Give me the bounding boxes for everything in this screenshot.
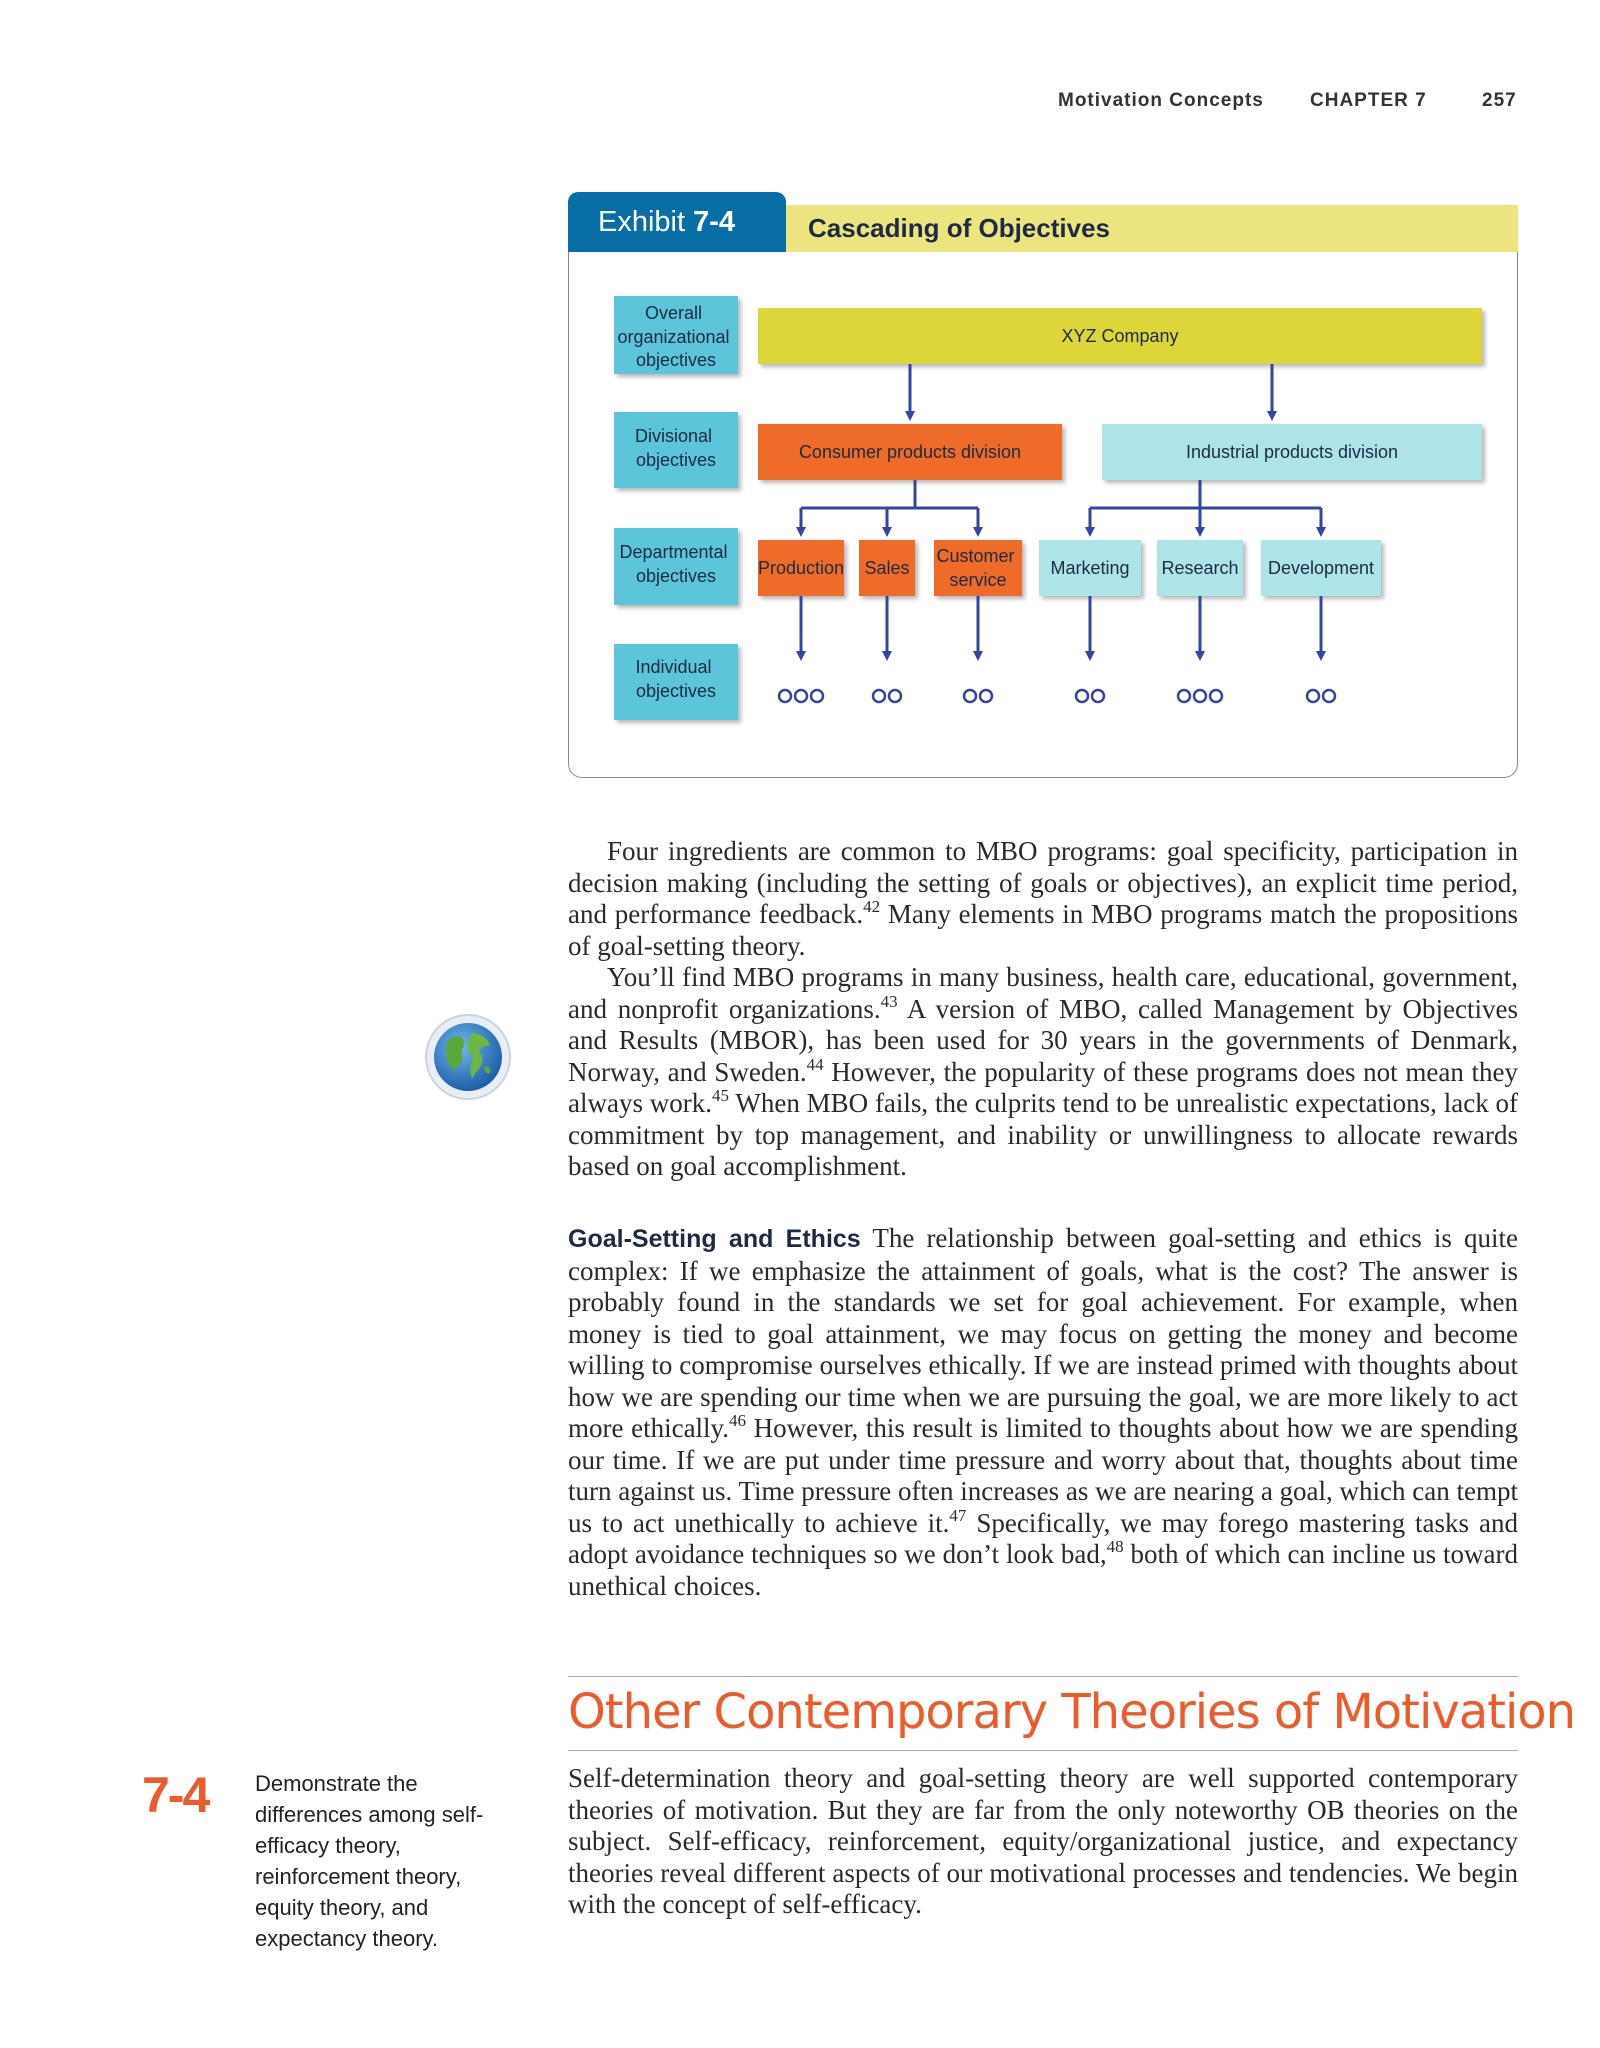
individual-dots [779, 690, 1335, 702]
individual-dot [889, 690, 901, 702]
individual-dot [1323, 690, 1335, 702]
paragraph-mbo-programs: You’ll find MBO programs in many business, health care, educational, government, and nonprofit organizations.$^{43}$ A version of MBO, called Management by Objectives and Results (MBOR), has been used for 30 years in the governments of Denmark, Norway, and Sweden.$^{44}$ However, the popularity of these programs does not mean they always work.$^{45}$ When MBO fails, the culprits tend to be unrealistic expectations, lack of commitment by top management, and inability or unwillingness to allocate rewards based on goal accomplishment. [568, 962, 1518, 1181]
exhibit-tab [568, 192, 786, 252]
section-rule-top [568, 1676, 1518, 1677]
individual-dot [873, 690, 885, 702]
industrial-division-label: Industrial products division [1185, 442, 1399, 462]
dept-label-research: Research [1161, 558, 1239, 578]
paragraph-other-theories: Self-determination theory and goal-setting theory are well supported contemporary theories of motivation. But they are far from the only noteworthy OB theories on the subject. Self-efficacy, reinforcement, equity/organizational justice, and expectancy theories reveal different aspects of our motivational processes and tendencies. We begin with the concept of self-efficacy. [568, 1763, 1518, 1919]
arrows-departments-to-individuals [801, 596, 1321, 656]
level-label-overall: Overall organizational objectives [617, 303, 730, 370]
running-head-chapter: CHAPTER 7 [1310, 90, 1427, 111]
exhibit-diagram [568, 252, 1518, 778]
individual-dot [964, 690, 976, 702]
exhibit-title: Cascading of Objectives [786, 205, 1518, 252]
individual-dot [980, 690, 992, 702]
individual-dot [1178, 690, 1190, 702]
exhibit-label: Exhibit [598, 206, 686, 238]
dept-label-production: Production [757, 558, 845, 578]
running-head-section: Motivation Concepts [1058, 90, 1264, 111]
learning-objective-number: 7-4 [142, 1767, 209, 1823]
individual-dot [1076, 690, 1088, 702]
dept-label-marketing: Marketing [1050, 558, 1130, 578]
individual-dot [1092, 690, 1104, 702]
globe-icon [424, 1013, 512, 1101]
level-label-individual: Individual objectives [635, 657, 717, 701]
arrows-divisions-to-departments [801, 480, 1321, 532]
individual-dot [779, 690, 791, 702]
dept-label-development: Development [1267, 558, 1375, 578]
company-label: XYZ Company [1061, 326, 1179, 346]
paragraph-mbo-ingredients: Four ingredients are common to MBO programs: goal specificity, participation in decision making (including the setting of goals or objectives), an explicit time period, and performance feedback.$^{42}$ Many elements in MBO programs match the propositions of goal-setting theory. [568, 836, 1518, 961]
individual-dot [795, 690, 807, 702]
page-number: 257 [1482, 90, 1517, 111]
level-label-divisional: Divisional objectives [634, 426, 717, 470]
section-rule-bottom [568, 1750, 1518, 1751]
individual-dot [811, 690, 823, 702]
individual-dot [1307, 690, 1319, 702]
section-heading: Other Contemporary Theories of Motivation [568, 1684, 1576, 1740]
runin-heading: Goal-Setting and Ethics [568, 1225, 861, 1253]
level-label-departmental: Departmental objectives [619, 542, 728, 586]
dept-label-customer-service: Customer service [936, 546, 1015, 590]
arrows-company-to-divisions [910, 364, 1272, 416]
individual-dot [1194, 690, 1206, 702]
exhibit-number: 7-4 [693, 206, 736, 238]
learning-objective-text: Demonstrate the differences among self-efficacy theory, reinforcement theory, equity theory, and expectancy theory. [255, 1771, 484, 1951]
consumer-division-label: Consumer products division [798, 442, 1022, 462]
dept-label-sales: Sales [864, 558, 910, 578]
org-chart [569, 252, 1519, 778]
paragraph-goal-setting-ethics: Goal-Setting and Ethics The relationship between goal-setting and ethics is quite complex: If we emphasize the attainment of goals, what is the cost? The answer is probably found in the standards we set for goal achievement. For example, when money is tied to goal attainment, we may focus on getting the money and become willing to compromise ourselves ethically. If we are instead primed with thoughts about how we are spending our time when we are pursuing the goal, we are more likely to act more ethically.$^{46}$ However, this result is limited to thoughts about how we are spending our time. If we are put under time pressure and worry about that, thoughts about time turn against us. Time pressure often increases as we are nearing a goal, which can tempt us to act unethically to achieve it.$^{47}$ Specifically, we may forego mastering tasks and adopt avoidance techniques so we don’t look bad,$^{48}$ both of which can incline us toward unethical choices. [568, 1223, 1518, 1601]
individual-dot [1210, 690, 1222, 702]
